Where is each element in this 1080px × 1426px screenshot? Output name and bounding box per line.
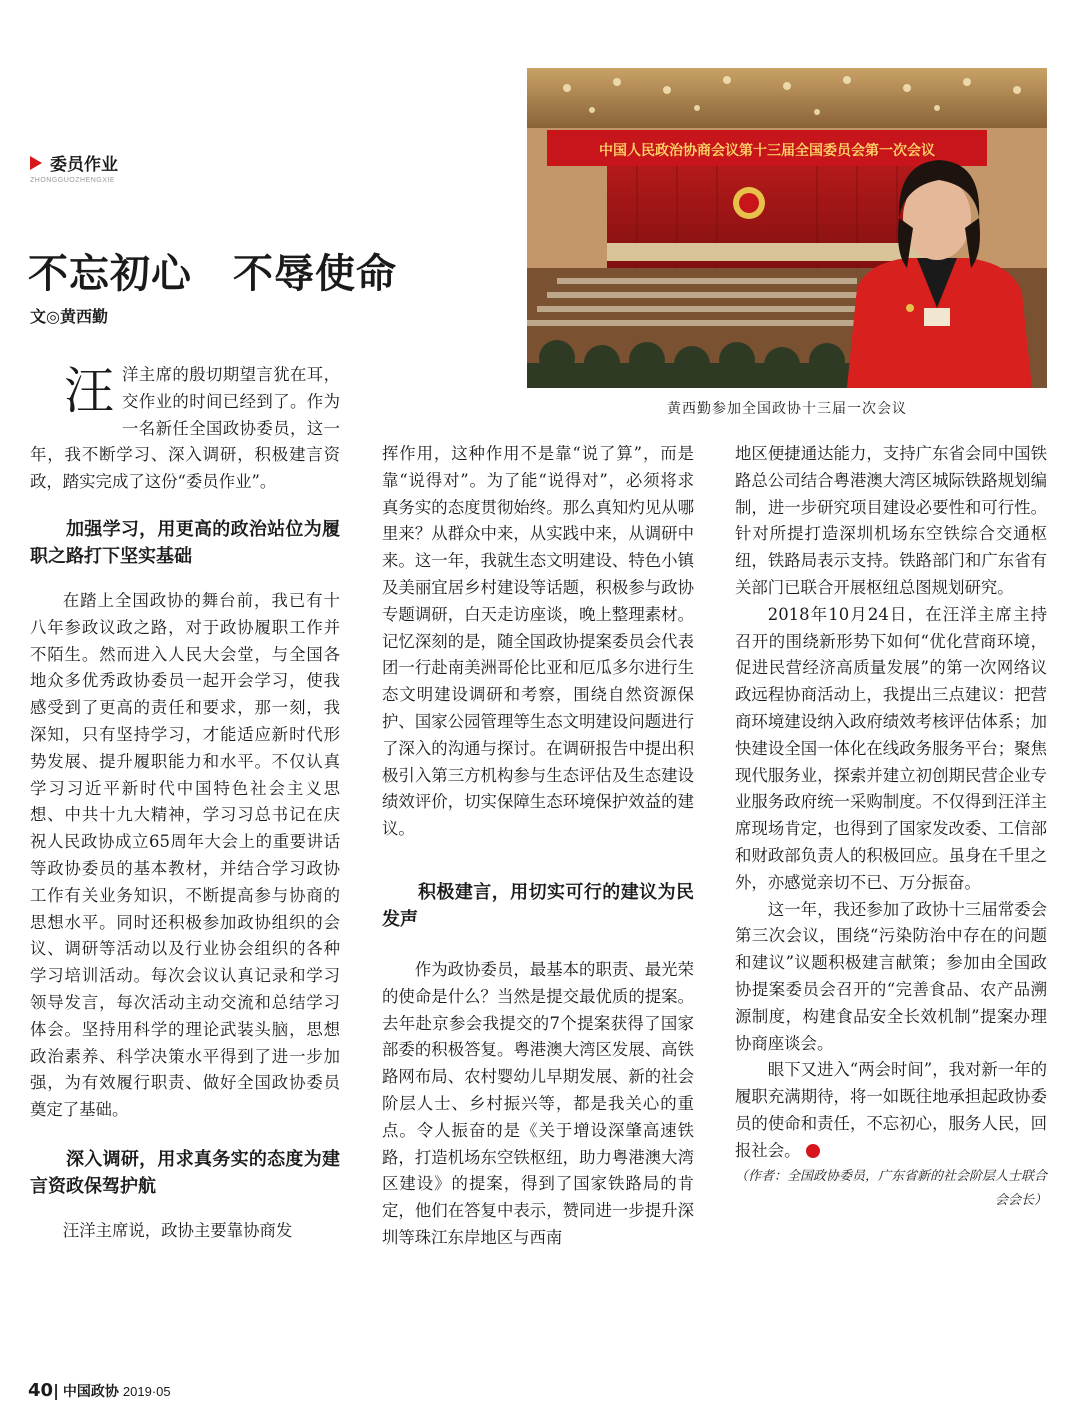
paragraph [735,1057,1047,1164]
paragraph: 作为政协委员，最基本的职责、最光荣的使命是什么？当然是提交最优质的提案。去年赴京参会我提交的7个提案获得了国家部委的积极答复。粤港澳大湾区发展、高铁路网布局、农村婴幼儿早期发展、新的社会阶层人士、乡村振兴等，都是我关心的重点。令人振奋的是《关于增设深肇高速铁路，打造机场东空铁枢纽，助力粤港澳大湾区建设》的提案，得到了国家铁路局的肯定，他们在答复中表示，赞同进一步提升深圳等珠江东岸地区与西南 [382,959,694,1247]
article-column-2 [382,441,694,1252]
lead-text: 洋主席的殷切期望言犹在耳，交作业的时间已经到了。作为一名新任全国政协委员，这一年，我不断学习、深入调研，积极建言资政，踏实完成了这份“委员作业”。 [30,365,340,492]
page-number: 40 [28,1380,54,1401]
meeting-hall-photo [527,68,1047,388]
section-label: 委员作业 [50,155,118,175]
paragraph: 2018年10月24日，在汪洋主席主持召开的围绕新形势下如何“优化营商环境，促进民营经济高质量发展”的第一次网络议政远程协商活动上，我提出三点建议：把营商环境建设纳入政府绩效考核评估体系；加快建设全国一体化在线政务服务平台；聚焦现代服务业，探索并建立初创期民营企业专业服务政府统一采购制度。不仅得到汪洋主席现场肯定，也得到了国家发改委、工信部和财政部负责人的积极回应。虽身在千里之外，亦感觉亲切不已、万分振奋。 [735,604,1047,892]
triangle-marker-icon [30,156,42,170]
page-footer: 40| 中国政协 2019·05 [28,1380,171,1401]
end-mark-icon: 協 [806,1144,820,1158]
paragraph: 在踏上全国政协的舞台前，我已有十八年参政议政之路，对于政协履职工作并不陌生。然而进入人民大会堂，与全国各地众多优秀政协委员一起开会学习，使我感受到了更高的责任和要求，那一刻，我深知，只有坚持学习，才能适应新时代形势发展、提升履职能力和水平。不仅认真学习习近平新时代中国特色社会主义思想、中共十九大精神，学习习总书记在庆祝人民政协成立65周年大会上的重要讲话等政协委员的基本教材，并结合学习政协工作有关业务知识，不断提高参与协商的思想水平。同时还积极参加政协组织的会议、调研等活动以及行业协会组织的各种学习培训活动。每次会议认真记录和学习领导发言，每次活动主动交流和总结学习体会。坚持用科学的理论武装头脑，思想政治素养、科学决策水平得到了进一步加强，为有效履行职责、做好全国政协委员奠定了基础。 [30,590,340,1120]
paragraph: 汪洋主席说，政协主要靠协商发 [62,1220,293,1240]
article-author: 文◎黄西勤 [30,307,108,326]
article-title: 不忘初心 不辱使命 [28,251,397,297]
closing-text: 眼下又进入“两会时间”，我对新一年的履职充满期待，将一如既往地承担起政协委员的使命和责任，不忘初心，服务人民，回报社会。 [735,1060,1047,1160]
paragraph: 这一年，我还参加了政协十三届常委会第三次会议，围绕“污染防治中存在的问题和建议”议题积极建言献策；参加由全国政协提案委员会召开的“完善食品、农产品溯源制度，构建食品安全长效机制”提案办理协商座谈会。 [735,899,1047,1053]
lead-paragraph [30,362,340,496]
author-signature: （作者：全国政协委员，广东省新的社会阶层人士联合会会长） [735,1168,1048,1208]
article-photo [527,68,1047,388]
paragraph: 挥作用，这种作用不是靠“说了算”，而是靠“说得对”。为了能“说得对”，必须将求真务实的态度贯彻始终。那么真知灼见从哪里来？从群众中来，从实践中来，从调研中来。这一年，我就生态文明建设、特色小镇及美丽宜居乡村建设等话题，积极参与政协专题调研，白天走访座谈，晚上整理素材。记忆深刻的是，随全国政协提案委员会代表团一行赴南美洲哥伦比亚和厄瓜多尔进行生态文明建设调研和考察，围绕自然资源保护、国家公园管理等生态文明建设问题进行了深入的沟通与探讨。在调研报告中提出积极引入第三方机构参与生态评估及生态建设绩效评价，切实保障生态环境保护效益的建议。 [382,444,694,839]
drop-cap: 汪 [64,362,114,420]
article-column-1 [30,362,340,1245]
photo-caption: 黄西勤参加全国政协十三届一次会议 [667,401,907,417]
issue-date: 2019·05 [122,1384,171,1399]
magazine-name: 中国政协 [62,1384,119,1400]
section-tag [30,150,118,184]
article-column-3 [735,441,1047,1213]
subheading-3: 积极建言，用切实可行的建议为民发声 [382,881,694,930]
subheading-2: 深入调研，用求真务实的态度为建言资政保驾护航 [30,1148,340,1197]
section-pinyin: ZHONGGUOZHENGXIE [30,177,116,184]
paragraph: 地区便捷通达能力，支持广东省会同中国铁路总公司结合粤港澳大湾区城际铁路规划编制，进一步研究项目建设必要性和可行性。针对所提打造深圳机场东空铁综合交通枢纽，铁路局表示支持。铁路部门和广东省有关部门已联合开展枢纽总图规划研究。 [735,444,1047,597]
subheading-1: 加强学习，用更高的政治站位为履职之路打下坚实基础 [30,518,340,567]
banner-text: 中国人民政治协商会议第十三届全国委员会第一次会议 [599,143,935,159]
